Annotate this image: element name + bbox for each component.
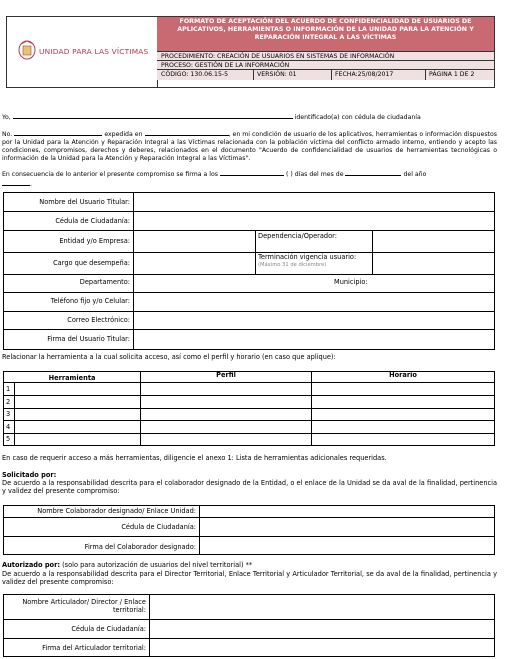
departamento-label: Departamento:: [79, 278, 130, 286]
colaborador-nombre-label: Nombre Colaborador designado/ Enlace Unidad:: [37, 507, 196, 515]
col-horario: Horario: [389, 371, 417, 379]
intro-line-1: [2, 112, 497, 122]
terminacion-note: (Máximo 31 de diciembre): [258, 262, 327, 268]
dias-mes-text: ( ) días del mes de: [285, 171, 344, 178]
terminacion-label: Terminación vigencia usuario:: [258, 253, 357, 261]
document-title: FORMATO DE ACEPTACIÓN DEL ACUERDO DE CONFIDENCIALIDAD DE USUARIOS DE APLICATIVOS, HERRAMIENTAS O INFORMACIÓN DE LA UNIDAD PARA LA ATENCIÓN Y REPARACIÓN INTEGRAL A LAS VÍCTIMAS: [157, 17, 494, 51]
cedula-usuario-label: Cédula de Ciudadanía:: [55, 217, 130, 225]
document-code-row: [157, 69, 494, 80]
municipio-label: Municipio:: [334, 278, 368, 286]
solicitado-text: De acuerdo a la responsabilidad descrita para el colaborador designado de la Entidad, o el enlace de la Unidad se da aval de la finalidad, pertinencia y validez del presente compromiso:: [2, 479, 497, 495]
ano-blank[interactable]: [2, 179, 30, 186]
fin-punct: .: [30, 181, 32, 188]
document-header: [6, 16, 495, 88]
fecha-label: FECHA:25/08/2017: [335, 71, 394, 78]
autorizado-title-rest: (solo para autorización de usuarios del nivel territorial) **: [62, 561, 253, 569]
pagina-label: PÁGINA 1 DE 2: [429, 71, 475, 78]
correo-label: Correo Electrónico:: [67, 316, 130, 324]
nombre-blank[interactable]: [13, 112, 293, 119]
consecuencia-text: En consecuencia de lo anterior el presente compromiso se firma a los: [2, 171, 218, 178]
tools-note: En caso de requerir acceso a más herramientas, diligencie el anexo 1: Lista de herramientas adicionales requeridas.: [2, 454, 387, 462]
tools-table: [3, 371, 495, 446]
autorizado-table: [3, 594, 495, 657]
expedida-blank[interactable]: [145, 129, 229, 136]
intro-consecuencia: [2, 169, 497, 189]
cedula-blank[interactable]: [14, 129, 102, 136]
user-info-table: [3, 192, 495, 350]
autorizado-heading: [2, 561, 252, 569]
articulador-nombre-label: Nombre Articulador/ Director / Enlace territorial:: [22, 598, 146, 614]
telefono-label: Teléfono fijo y/o Celular:: [50, 297, 130, 305]
row-number: 5: [6, 435, 11, 443]
intro-body: , en mi condición de usuario de los aplicativos, herramientas o información dispuestos por la Unidad para la Atención y Reparación Integral a las Víctimas relacionada con la población víctima del conflicto armado interno, entiendo y acepto las condiciones, compromisos, derechos y deberes, relacionados en el documento "Acuerdo de confidencialidad de usuarios de herramientas tecnológicas o información de la Unidad para la Atención y Reparación Integral a las Víctimas".: [2, 131, 497, 162]
firma-usuario-label: Firma del Usuario Titular:: [47, 335, 130, 343]
articulador-cedula-label: Cédula de Ciudadanía:: [71, 625, 146, 633]
row-number: 2: [6, 398, 11, 406]
intro-yo: Yo,: [2, 114, 11, 121]
intro-paragraph: [2, 129, 497, 163]
col-herramienta: Herramienta: [48, 374, 96, 382]
autorizado-text: De acuerdo a la responsabilidad descrita para el Director Territorial, Enlace Territorial y Articulador Territorial, se da aval de la finalidad, pertinencia y validez del presente compromiso:: [2, 570, 497, 586]
procedimiento-label: PROCEDIMIENTO: CREACIÓN DE USUARIOS EN SISTEMAS DE INFORMACIÓN: [157, 51, 494, 60]
version-label: VERSIÓN: 01: [257, 71, 297, 78]
logo-text: UNIDAD PARA LAS VÍCTIMAS: [39, 47, 149, 56]
entidad-label: Entidad y/o Empresa:: [59, 237, 130, 245]
cargo-label: Cargo que desempeña:: [53, 259, 130, 267]
proceso-label: PROCESO: GESTIÓN DE LA INFORMACIÓN: [157, 60, 494, 69]
colaborador-firma-label: Firma del Colaborador designado:: [84, 543, 196, 551]
intro-no: No.: [2, 131, 13, 138]
intro-identificado: identificado(a) con cédula de ciudadanía: [294, 114, 421, 121]
row-number: 1: [6, 385, 11, 393]
row-number: 3: [6, 410, 11, 418]
colombia-coat-of-arms-icon: [17, 39, 37, 61]
codigo-label: CÓDIGO: 130.06.15-5: [161, 71, 229, 78]
dias-blank[interactable]: [220, 169, 284, 176]
colaborador-cedula-label: Cédula de Ciudadanía:: [121, 523, 196, 531]
dependencia-label: Dependencia/Operador:: [258, 232, 337, 240]
solicitado-title: Solicitado por:: [2, 471, 57, 479]
tools-intro: Relacionar la herramienta a la cual solicita acceso, así como el perfil y horario (en caso que aplique):: [2, 353, 336, 361]
logo-cell: [7, 17, 158, 87]
mes-blank[interactable]: [345, 169, 401, 176]
intro-expedida: expedida en: [104, 131, 143, 138]
col-perfil: Perfil: [216, 371, 236, 379]
solicitado-table: [3, 505, 495, 555]
row-number: 4: [6, 423, 11, 431]
del-ano-text: del año: [403, 171, 427, 178]
autorizado-title: Autorizado por:: [2, 561, 60, 569]
articulador-firma-label: Firma del Articulador territorial:: [42, 644, 146, 652]
nombre-usuario-label: Nombre del Usuario Titular:: [39, 198, 130, 206]
